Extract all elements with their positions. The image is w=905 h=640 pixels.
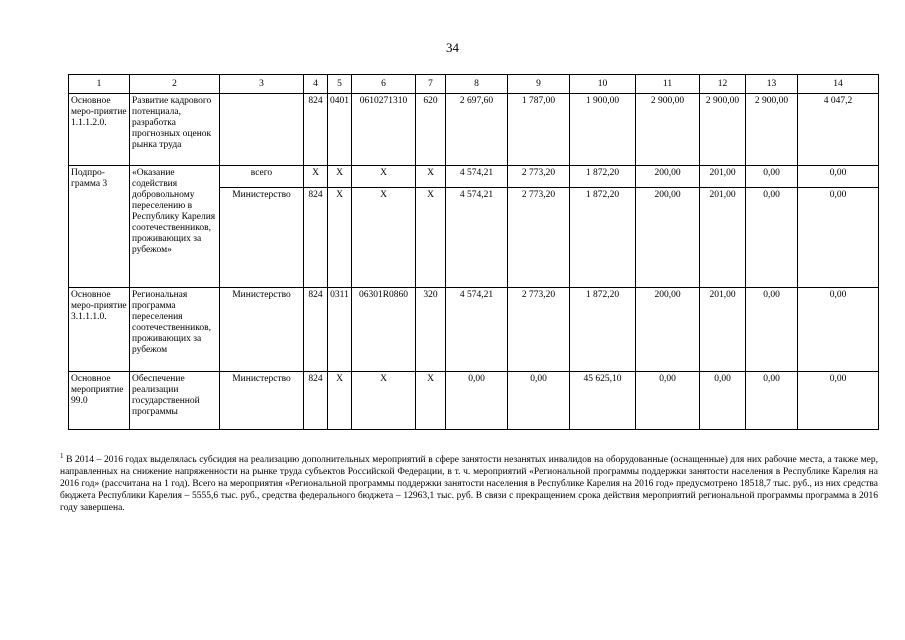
header-cell: 13 bbox=[746, 75, 798, 94]
amount-cell: 201,00 bbox=[700, 166, 746, 188]
amount-cell: 0,00 bbox=[746, 188, 798, 288]
header-cell: 11 bbox=[636, 75, 700, 94]
amount-cell: 2 773,20 bbox=[508, 288, 570, 372]
amount-cell: 4 047,2 bbox=[798, 94, 879, 166]
amount-cell: 200,00 bbox=[636, 188, 700, 288]
amount-cell: 2 773,20 bbox=[508, 188, 570, 288]
amount-cell: 2 697,60 bbox=[446, 94, 508, 166]
header-cell: 4 bbox=[304, 75, 328, 94]
footnote-marker: 1 bbox=[60, 452, 64, 460]
footnote-text: В 2014 – 2016 годах выделялась субсидия на реализацию дополнительных мероприятий в сфере занятости незанятых инвалидов на оборудованные (оснащенные) для них рабочие места, а также мер, направленных на снижение напряженности на рынке труда субъектов Российской Федерации, в т. ч. мероприятий «Региональной программы поддержки занятости населения в Республике Карелия на 2016 год» (рассчитана на 1 год). Всего на мероприятия «Региональной программы поддержки занятости населения в Республике Карелия на 2016 год» предусмотрено 18518,7 тыс. руб., из них средства бюджета Республики Карелия – 5555,6 тыс. руб., средства федерального бюджета – 12963,1 тыс. руб. В связи с прекращением срока действия мероприятий региональной программы программа в 2016 году завершена. bbox=[60, 455, 878, 514]
amount-cell: 0,00 bbox=[636, 372, 700, 430]
code-cell: X bbox=[328, 372, 352, 430]
header-cell: 7 bbox=[416, 75, 446, 94]
code-cell: 0311 bbox=[328, 288, 352, 372]
event-name-cell: Основное мероприятие 99.0 bbox=[69, 372, 130, 430]
amount-cell: 0,00 bbox=[798, 188, 879, 288]
executor-cell: всего bbox=[220, 166, 304, 188]
executor-cell bbox=[220, 94, 304, 166]
amount-cell: 1 872,20 bbox=[570, 288, 636, 372]
page-number: 34 bbox=[446, 40, 459, 55]
amount-cell: 0,00 bbox=[746, 372, 798, 430]
code-cell: 06301R0860 bbox=[352, 288, 416, 372]
code-cell: 824 bbox=[304, 94, 328, 166]
code-cell: X bbox=[328, 166, 352, 188]
table-header-row bbox=[69, 75, 879, 94]
header-cell: 1 bbox=[69, 75, 130, 94]
code-cell: 0401 bbox=[328, 94, 352, 166]
event-name-cell: Подпро-грамма 3 bbox=[69, 166, 130, 288]
code-cell: 0610271310 bbox=[352, 94, 416, 166]
amount-cell: 1 872,20 bbox=[570, 166, 636, 188]
amount-cell: 1 900,00 bbox=[570, 94, 636, 166]
event-description-cell: Обеспечение реализации государственной программы bbox=[130, 372, 220, 430]
amount-cell: 0,00 bbox=[798, 288, 879, 372]
table-row bbox=[69, 166, 879, 188]
amount-cell: 201,00 bbox=[700, 188, 746, 288]
event-description-cell: Развитие кадрового потенциала, разработка прогнозных оценок рынка труда bbox=[130, 94, 220, 166]
table-row bbox=[69, 94, 879, 166]
header-cell: 8 bbox=[446, 75, 508, 94]
code-cell: X bbox=[328, 188, 352, 288]
header-cell: 9 bbox=[508, 75, 570, 94]
amount-cell: 0,00 bbox=[746, 166, 798, 188]
table-row bbox=[69, 288, 879, 372]
event-name-cell: Основное меро-приятие 3.1.1.1.0. bbox=[69, 288, 130, 372]
code-cell: X bbox=[304, 166, 328, 188]
header-cell: 14 bbox=[798, 75, 879, 94]
code-cell: X bbox=[416, 166, 446, 188]
amount-cell: 2 900,00 bbox=[700, 94, 746, 166]
amount-cell: 200,00 bbox=[636, 166, 700, 188]
code-cell: X bbox=[416, 372, 446, 430]
amount-cell: 2 773,20 bbox=[508, 166, 570, 188]
header-cell: 5 bbox=[328, 75, 352, 94]
amount-cell: 0,00 bbox=[798, 166, 879, 188]
amount-cell: 4 574,21 bbox=[446, 188, 508, 288]
code-cell: X bbox=[416, 188, 446, 288]
amount-cell: 0,00 bbox=[508, 372, 570, 430]
event-description-cell: «Оказание содействия добровольному переселению в Республику Карелия соотечественников, проживающих за рубежом» bbox=[130, 166, 220, 288]
amount-cell: 4 574,21 bbox=[446, 166, 508, 188]
code-cell: 320 bbox=[416, 288, 446, 372]
header-cell: 2 bbox=[130, 75, 220, 94]
code-cell: X bbox=[352, 188, 416, 288]
amount-cell: 200,00 bbox=[636, 288, 700, 372]
amount-cell: 0,00 bbox=[446, 372, 508, 430]
event-description-cell: Региональная программа переселения соотечественников, проживающих за рубежом bbox=[130, 288, 220, 372]
executor-cell: Министерство bbox=[220, 372, 304, 430]
code-cell: 824 bbox=[304, 188, 328, 288]
amount-cell: 201,00 bbox=[700, 288, 746, 372]
code-cell: 824 bbox=[304, 288, 328, 372]
event-name-cell: Основное меро-приятие 1.1.1.2.0. bbox=[69, 94, 130, 166]
amount-cell: 0,00 bbox=[746, 288, 798, 372]
amount-cell: 2 900,00 bbox=[636, 94, 700, 166]
budget-table bbox=[68, 74, 879, 430]
code-cell: 824 bbox=[304, 372, 328, 430]
amount-cell: 1 787,00 bbox=[508, 94, 570, 166]
header-cell: 3 bbox=[220, 75, 304, 94]
table-row bbox=[69, 372, 879, 430]
code-cell: X bbox=[352, 166, 416, 188]
amount-cell: 1 872,20 bbox=[570, 188, 636, 288]
footnote bbox=[60, 450, 878, 514]
amount-cell: 0,00 bbox=[798, 372, 879, 430]
amount-cell: 4 574,21 bbox=[446, 288, 508, 372]
amount-cell: 2 900,00 bbox=[746, 94, 798, 166]
code-cell: 620 bbox=[416, 94, 446, 166]
code-cell: X bbox=[352, 372, 416, 430]
header-cell: 12 bbox=[700, 75, 746, 94]
header-cell: 10 bbox=[570, 75, 636, 94]
amount-cell: 45 625,10 bbox=[570, 372, 636, 430]
header-cell: 6 bbox=[352, 75, 416, 94]
amount-cell: 0,00 bbox=[700, 372, 746, 430]
executor-cell: Министерство bbox=[220, 188, 304, 288]
executor-cell: Министерство bbox=[220, 288, 304, 372]
